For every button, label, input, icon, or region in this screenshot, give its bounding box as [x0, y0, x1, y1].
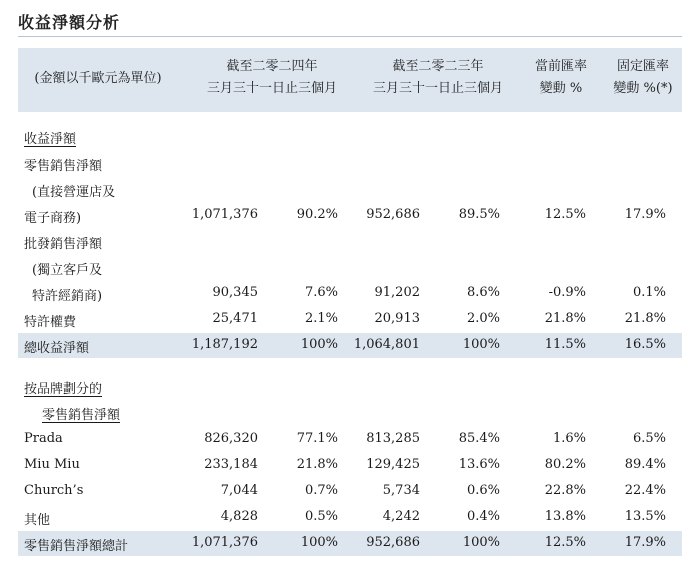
cell-2023-pct: 100% [462, 535, 500, 550]
cell-2024-pct: 0.7% [304, 483, 338, 498]
table-row-churchs [18, 479, 682, 504]
cell-current-fx-change: 12.5% [544, 207, 586, 222]
cell-2023-pct: 0.6% [466, 483, 500, 498]
cell-2023-amount: 952,686 [366, 207, 420, 222]
row-label: 其他 [24, 513, 51, 528]
cell-2024-pct: 2.1% [304, 311, 338, 326]
cell-2024-amount: 1,187,192 [191, 337, 258, 352]
cell-2023-amount: 91,202 [374, 285, 420, 300]
column-header-2024-line2: 三月三十一日止三個月 [206, 81, 337, 96]
cell-constant-fx-change: 0.1% [632, 285, 666, 300]
cell-2023-amount: 952,686 [366, 535, 420, 550]
row-label: 特許權費 [24, 315, 77, 330]
cell-2024-amount: 90,345 [212, 285, 258, 300]
cell-current-fx-change: 11.5% [544, 337, 586, 352]
table-row-wholesale [18, 281, 682, 306]
cell-2024-pct: 100% [300, 535, 338, 550]
cell-2024-amount: 1,071,376 [191, 207, 258, 222]
row-label: 零售銷售淨額總計 [24, 539, 129, 554]
column-header-constant-fx-line2: 變動 %(*) [613, 81, 673, 96]
cell-current-fx-change: 1.6% [552, 431, 586, 446]
page-title: 收益淨額分析 [18, 13, 121, 32]
cell-2024-amount: 4,828 [220, 509, 258, 524]
column-header-constant-fx-line1: 固定匯率 [616, 59, 669, 74]
cell-2023-amount: 813,285 [366, 431, 420, 446]
cell-2023-amount: 1,064,801 [353, 337, 420, 352]
cell-2024-pct: 0.5% [304, 509, 338, 524]
cell-constant-fx-change: 22.4% [624, 483, 666, 498]
cell-2024-amount: 7,044 [220, 483, 258, 498]
title-divider [18, 36, 682, 37]
column-header-current-fx-line1: 當前匯率 [534, 59, 587, 74]
row-label: Prada [24, 431, 63, 446]
table-row-miu-miu [18, 453, 682, 478]
cell-constant-fx-change: 17.9% [624, 207, 666, 222]
cell-2023-amount: 20,913 [374, 311, 420, 326]
section-heading-label: 收益淨額 [24, 132, 77, 147]
cell-2024-pct: 7.6% [304, 285, 338, 300]
cell-2023-pct: 100% [462, 337, 500, 352]
cell-current-fx-change: -0.9% [548, 285, 586, 300]
cell-2023-pct: 85.4% [458, 431, 500, 446]
table-row-wholesale-label-2 [18, 255, 682, 280]
cell-2024-pct: 100% [300, 337, 338, 352]
cell-constant-fx-change: 16.5% [624, 337, 666, 352]
row-label: 批發銷售淨額 [24, 237, 103, 252]
cell-2023-pct: 89.5% [458, 207, 500, 222]
cell-2023-pct: 13.6% [458, 457, 500, 472]
table-row-total-retail-by-brand [18, 531, 682, 556]
section-heading-label: 零售銷售淨額 [42, 408, 121, 423]
table-row-others [18, 505, 682, 530]
cell-2023-amount: 129,425 [366, 457, 420, 472]
table-header [18, 48, 682, 112]
cell-2024-pct: 90.2% [296, 207, 338, 222]
table-row-royalties [18, 307, 682, 332]
table-row-retail-label-2 [18, 177, 682, 202]
row-label: Church’s [24, 483, 84, 498]
row-label: 電子商務) [24, 211, 82, 226]
cell-2023-pct: 0.4% [466, 509, 500, 524]
row-label: 總收益淨額 [24, 341, 90, 356]
cell-2023-pct: 8.6% [466, 285, 500, 300]
column-header-2023-line1: 截至二零二三年 [392, 59, 484, 74]
unit-note: (金額以千歐元為單位) [34, 71, 162, 86]
section-heading-by-brand-1 [18, 374, 682, 399]
section-heading-label: 按品牌劃分的 [24, 382, 103, 397]
cell-2023-amount: 5,734 [382, 483, 420, 498]
table-row-total-net-revenues [18, 333, 682, 358]
cell-2024-amount: 1,071,376 [191, 535, 258, 550]
section-heading-by-brand-2 [18, 400, 682, 425]
cell-2024-amount: 233,184 [204, 457, 258, 472]
cell-2024-amount: 25,471 [212, 311, 258, 326]
cell-2023-pct: 2.0% [466, 311, 500, 326]
column-header-2023-line2: 三月三十一日止三個月 [372, 81, 503, 96]
column-header-2024-line1: 截至二零二四年 [226, 59, 318, 74]
cell-current-fx-change: 13.8% [544, 509, 586, 524]
cell-constant-fx-change: 13.5% [624, 509, 666, 524]
row-label: (直接營運店及 [32, 185, 116, 200]
column-header-2024 [194, 56, 350, 100]
cell-current-fx-change: 12.5% [544, 535, 586, 550]
column-header-current-fx [518, 56, 604, 100]
row-label: 特許經銷商) [32, 289, 103, 304]
column-header-constant-fx [604, 56, 682, 100]
cell-constant-fx-change: 21.8% [624, 311, 666, 326]
row-label: Miu Miu [24, 457, 80, 472]
section-heading-net-revenues [18, 124, 682, 149]
table-row-wholesale-label-1 [18, 229, 682, 254]
row-label: 零售銷售淨額 [24, 159, 103, 174]
cell-current-fx-change: 21.8% [544, 311, 586, 326]
table-row-retail [18, 203, 682, 228]
row-label: (獨立客戶及 [32, 263, 103, 278]
table-row-retail-label-1 [18, 151, 682, 176]
column-header-2023 [358, 56, 518, 100]
cell-constant-fx-change: 6.5% [632, 431, 666, 446]
cell-constant-fx-change: 17.9% [624, 535, 666, 550]
table-row-prada [18, 427, 682, 452]
column-header-current-fx-line2: 變動 % [539, 81, 583, 96]
cell-2024-pct: 21.8% [296, 457, 338, 472]
cell-2024-amount: 826,320 [204, 431, 258, 446]
cell-2023-amount: 4,242 [382, 509, 420, 524]
cell-current-fx-change: 22.8% [544, 483, 586, 498]
cell-2024-pct: 77.1% [296, 431, 338, 446]
cell-current-fx-change: 80.2% [544, 457, 586, 472]
cell-constant-fx-change: 89.4% [624, 457, 666, 472]
